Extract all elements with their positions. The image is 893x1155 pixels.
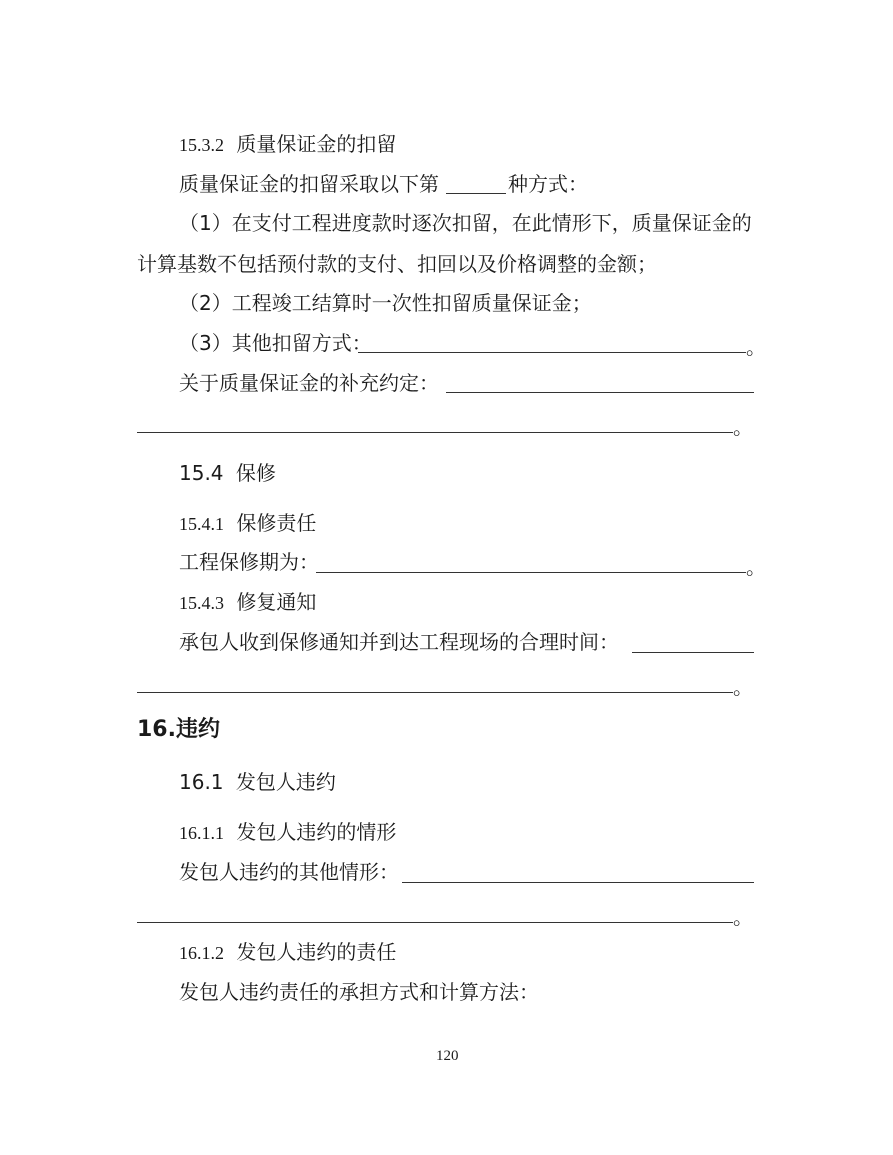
section-number: 15.4.1: [179, 514, 224, 534]
section-15-4-1-heading: [179, 510, 316, 537]
option-1-line-1: （1）在支付工程进度款时逐次扣留，在此情形下，质量保证金的: [179, 211, 752, 235]
section-number: 16.1.1: [179, 823, 224, 843]
section-15-3-2-heading: [179, 131, 396, 158]
other-method-blank[interactable]: [358, 352, 746, 353]
section-title: 发包人违约: [235, 770, 336, 794]
retention-method-line: [179, 171, 439, 197]
section-number: 16.1: [179, 770, 224, 794]
section-number: 15.4: [179, 461, 224, 485]
period-mark: 。: [733, 675, 753, 699]
section-number: 16.1.2: [179, 943, 224, 963]
retention-method-pre: 质量保证金的扣留采取以下第: [179, 172, 439, 196]
method-number-blank[interactable]: [446, 193, 506, 194]
employer-other-breach-label: 发包人违约的其他情形：: [179, 860, 399, 884]
section-15-4-3-heading: [179, 589, 316, 616]
section-title: 质量保证金的扣留: [236, 132, 397, 156]
option-1-line-2: 计算基数不包括预付款的支付、扣回以及价格调整的金额；: [137, 252, 657, 276]
section-title: 修复通知: [236, 590, 317, 614]
supplementary-agreement-label: 关于质量保证金的补充约定：: [179, 371, 439, 395]
period-mark: 。: [733, 415, 753, 439]
section-16-1-1-heading: [179, 819, 396, 846]
section-title: 发包人违约的情形: [236, 820, 397, 844]
page-number: 120: [436, 1048, 459, 1064]
period-mark: 。: [733, 905, 753, 929]
period-mark: 。: [746, 335, 766, 359]
employer-other-blank-1[interactable]: [402, 882, 754, 883]
section-title: 发包人违约的责任: [236, 940, 397, 964]
section-16-1-heading: [179, 769, 336, 795]
warranty-period-blank[interactable]: [316, 572, 746, 573]
section-15-4-heading: [179, 460, 276, 486]
supplementary-blank-2[interactable]: [137, 432, 733, 433]
retention-method-post: 种方式：: [508, 172, 588, 196]
employer-other-blank-2[interactable]: [137, 922, 733, 923]
warranty-period-label: 工程保修期为：: [179, 550, 319, 574]
repair-time-label: 承包人收到保修通知并到达工程现场的合理时间：: [179, 630, 619, 654]
supplementary-blank-1[interactable]: [446, 392, 754, 393]
section-title: 保修责任: [236, 511, 317, 535]
employer-liability-label: 发包人违约责任的承担方式和计算方法：: [179, 980, 539, 1004]
option-2: （2）工程竣工结算时一次性扣留质量保证金；: [179, 291, 592, 315]
period-mark: 。: [746, 555, 766, 579]
section-number: 15.3.2: [179, 135, 224, 155]
section-number: 15.4.3: [179, 593, 224, 613]
chapter-16-heading: 16.违约: [137, 717, 220, 742]
repair-time-blank-2[interactable]: [137, 692, 733, 693]
option-3: （3）其他扣留方式：: [179, 331, 372, 355]
repair-time-blank-1[interactable]: [632, 652, 754, 653]
section-16-1-2-heading: [179, 939, 396, 966]
section-title: 保修: [235, 461, 276, 485]
